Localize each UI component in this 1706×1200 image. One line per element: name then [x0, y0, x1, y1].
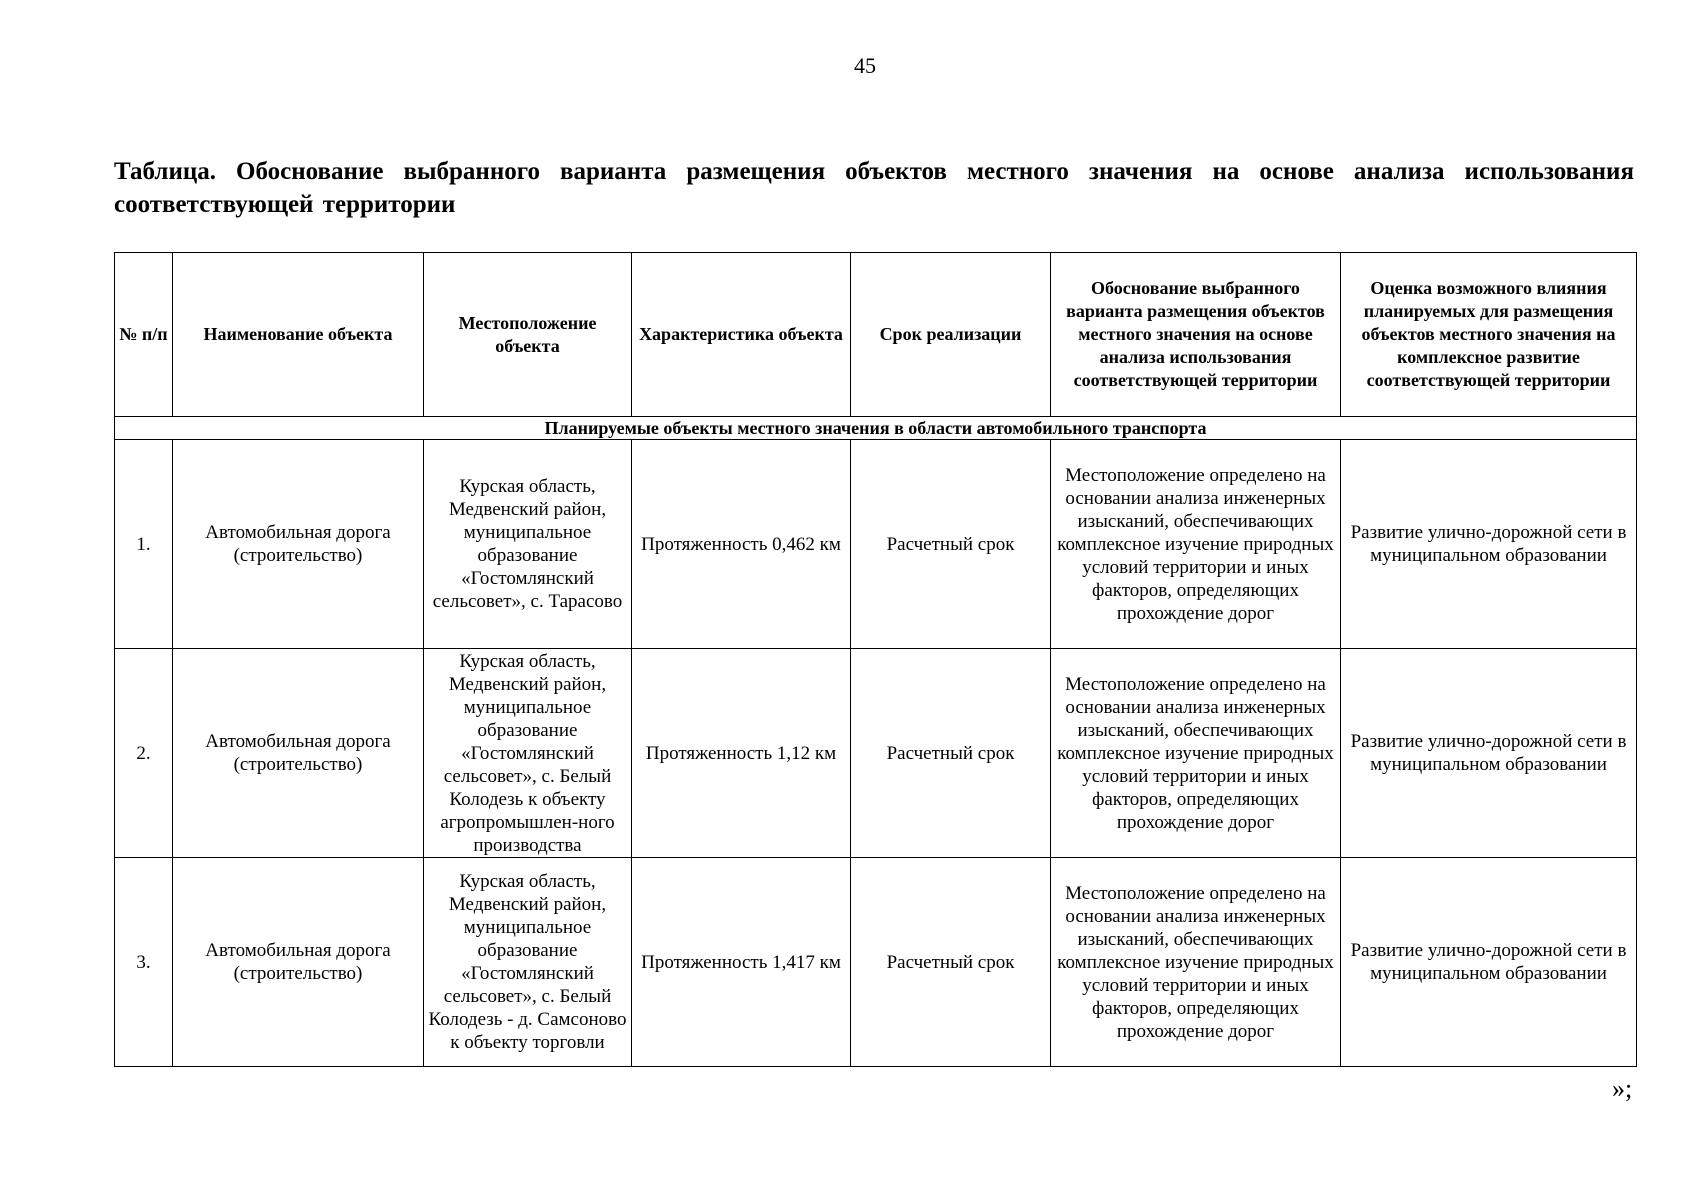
object-name: Автомобильная дорога (строительство) [173, 440, 424, 649]
row-number: 1. [115, 440, 173, 649]
impact-assessment: Развитие улично-дорожной сети в муниципальном образовании [1341, 649, 1637, 858]
implementation-term: Расчетный срок [851, 858, 1051, 1067]
placement-justification: Местоположение определено на основании анализа инженерных изысканий, обеспечивающих комплексное изучение природных условий территории и иных факторов, определяющих прохождение дорог [1051, 440, 1341, 649]
table-row [115, 858, 1637, 1067]
object-location: Курская область, Медвенский район, муниципальное образование «Гостомлянский сельсовет», с. Белый Колодезь - д. Самсоново к объекту торговли [424, 858, 632, 1067]
row-number: 3. [115, 858, 173, 1067]
header-cell-assessment: Оценка возможного влияния планируемых для размещения объектов местного значения на комплексное развитие соответствующей территории [1341, 253, 1637, 417]
table-header-row [115, 253, 1637, 417]
table-row [115, 649, 1637, 858]
header-cell-characteristic: Характеристика объекта [632, 253, 851, 417]
object-name: Автомобильная дорога (строительство) [173, 649, 424, 858]
header-cell-location: Местоположение объекта [424, 253, 632, 417]
object-characteristic: Протяженность 0,462 км [632, 440, 851, 649]
implementation-term: Расчетный срок [851, 649, 1051, 858]
header-cell-term: Срок реализации [851, 253, 1051, 417]
justification-table [114, 252, 1637, 1067]
implementation-term: Расчетный срок [851, 440, 1051, 649]
object-characteristic: Протяженность 1,417 км [632, 858, 851, 1067]
closing-quote-mark: »; [1612, 1074, 1633, 1103]
table-row [115, 440, 1637, 649]
header-cell-number: № п/п [115, 253, 173, 417]
placement-justification: Местоположение определено на основании анализа инженерных изысканий, обеспечивающих комплексное изучение природных условий территории и иных факторов, определяющих прохождение дорог [1051, 858, 1341, 1067]
impact-assessment: Развитие улично-дорожной сети в муниципальном образовании [1341, 440, 1637, 649]
object-name: Автомобильная дорога (строительство) [173, 858, 424, 1067]
object-location: Курская область, Медвенский район, муниципальное образование «Гостомлянский сельсовет», с. Белый Колодезь к объекту агропромышлен-ного производства [424, 649, 632, 858]
placement-justification: Местоположение определено на основании анализа инженерных изысканий, обеспечивающих комплексное изучение природных условий территории и иных факторов, определяющих прохождение дорог [1051, 649, 1341, 858]
object-characteristic: Протяженность 1,12 км [632, 649, 851, 858]
section-title: Планируемые объекты местного значения в области автомобильного транспорта [115, 417, 1637, 440]
page-number: 45 [854, 53, 876, 78]
object-location: Курская область, Медвенский район, муниципальное образование «Гостомлянский сельсовет», с. Тарасово [424, 440, 632, 649]
section-row [115, 417, 1637, 440]
row-number: 2. [115, 649, 173, 858]
header-cell-justification: Обоснование выбранного варианта размещения объектов местного значения на основе анализа использования соответствующей территории [1051, 253, 1341, 417]
header-cell-name: Наименование объекта [173, 253, 424, 417]
impact-assessment: Развитие улично-дорожной сети в муниципальном образовании [1341, 858, 1637, 1067]
document-title: Таблица. Обоснование выбранного варианта размещения объектов местного значения на основе анализа использования соответствующей территории [114, 158, 1634, 218]
